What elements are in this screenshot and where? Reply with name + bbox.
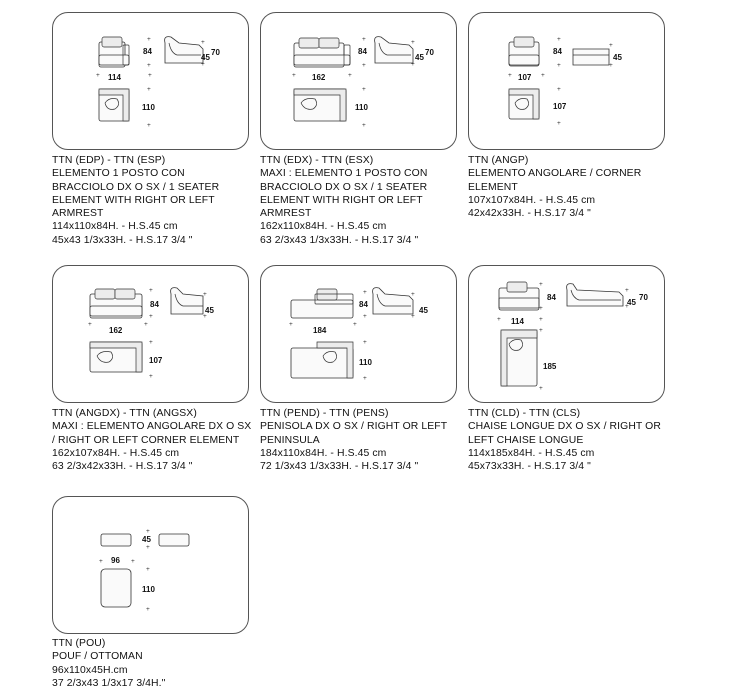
svg-text:+: + (363, 289, 367, 296)
product-desc-line: ARMREST (52, 208, 104, 220)
product-desc-line: CHAISE LONGUE DX O SX / RIGHT OR (468, 421, 661, 433)
svg-text:+: + (411, 61, 415, 68)
svg-text:+: + (88, 321, 92, 328)
product-desc-line: MAXI : ELEMENTO 1 POSTO CON (260, 168, 428, 180)
svg-text:+: + (411, 313, 415, 320)
dim-width: 184 (313, 326, 327, 335)
product-drawing (469, 266, 666, 404)
product-drawing (53, 13, 250, 151)
product-desc-line: PENISOLA DX O SX / RIGHT OR LEFT (260, 421, 448, 433)
svg-text:+: + (625, 287, 629, 294)
product-code: TTN (EDX) - TTN (ESX) (260, 155, 374, 166)
dim-arm: 70 (425, 48, 434, 57)
dim-seat: 45 (201, 53, 210, 62)
svg-text:+: + (508, 72, 512, 79)
product-size-cm: 184x110x84H. - H.S.45 cm (260, 447, 387, 459)
product-desc-line: ARMREST (260, 208, 312, 220)
product-caption-angdx (52, 407, 267, 473)
svg-text:+: + (539, 316, 543, 323)
dim-height: 84 (553, 47, 562, 56)
svg-text:+: + (557, 120, 561, 127)
product-code: TTN (CLD) - TTN (CLS) (468, 408, 581, 419)
product-caption-pou (52, 637, 267, 690)
product-caption-edp (52, 154, 267, 247)
product-desc-line: BRACCIOLO DX O SX / 1 SEATER (260, 181, 428, 193)
product-size-in: 45x43 1/3x33H. - H.S.17 3/4 " (52, 234, 193, 246)
product-desc-line: MAXI : ELEMENTO ANGOLARE DX O SX (52, 421, 252, 433)
svg-text:+: + (362, 36, 366, 43)
product-size-in: 72 1/3x43 1/3x33H. - H.S.17 3/4 " (260, 461, 419, 473)
product-desc-line: BRACCIOLO DX O SX / 1 SEATER (52, 181, 220, 193)
product-size-cm: 114x110x84H. - H.S.45 cm (52, 221, 178, 233)
svg-text:+: + (146, 606, 150, 613)
product-desc-line: ELEMENTO ANGOLARE / CORNER (468, 168, 642, 180)
product-desc-line: ELEMENT WITH RIGHT OR LEFT (260, 194, 423, 206)
svg-text:+: + (363, 375, 367, 382)
dim-seat: 45 (627, 298, 636, 307)
product-desc-line: LEFT CHAISE LONGUE (468, 434, 584, 446)
dim-height: 84 (143, 47, 152, 56)
product-code: TTN (ANGP) (468, 155, 529, 166)
product-code: TTN (EDP) - TTN (ESP) (52, 155, 166, 166)
svg-text:+: + (557, 36, 561, 43)
dim-depth: 107 (149, 356, 163, 365)
svg-text:+: + (363, 339, 367, 346)
dim-seat: 45 (419, 306, 428, 315)
product-card-angdx (52, 265, 249, 403)
dim-seat: 45 (205, 306, 214, 315)
svg-text:+: + (201, 39, 205, 46)
svg-text:+: + (146, 528, 150, 535)
svg-text:+: + (362, 86, 366, 93)
svg-text:+: + (539, 385, 543, 392)
product-drawing (469, 13, 666, 151)
svg-text:+: + (497, 316, 501, 323)
svg-text:+: + (201, 61, 205, 68)
product-drawing (261, 266, 458, 404)
product-size-in: 37 2/3x43 1/3x17 3/4H." (52, 677, 166, 689)
product-caption-edx (260, 154, 475, 247)
svg-text:+: + (99, 558, 103, 565)
product-size-in: 63 2/3x43 1/3x33H. - H.S.17 3/4 " (260, 234, 419, 246)
svg-text:+: + (148, 72, 152, 79)
product-drawing (261, 13, 458, 151)
svg-text:+: + (539, 305, 543, 312)
dim-width: 162 (109, 326, 123, 335)
svg-text:+: + (541, 72, 545, 79)
svg-text:+: + (147, 86, 151, 93)
product-card-pend (260, 265, 457, 403)
svg-text:+: + (96, 72, 100, 79)
svg-text:+: + (609, 42, 613, 49)
product-card-cld (468, 265, 665, 403)
dim-width: 107 (518, 73, 532, 82)
svg-text:+: + (203, 291, 207, 298)
svg-text:+: + (146, 544, 150, 551)
product-desc-line: ELEMENT WITH RIGHT OR LEFT (52, 194, 215, 206)
product-size-cm: 114x185x84H. - H.S.45 cm (468, 447, 595, 459)
svg-text:+: + (609, 62, 613, 69)
product-card-edp (52, 12, 249, 150)
product-drawing (53, 497, 250, 635)
dim-depth: 110 (359, 358, 372, 367)
svg-text:+: + (149, 339, 153, 346)
dim-width: 162 (312, 73, 326, 82)
product-card-pou (52, 496, 249, 634)
svg-text:+: + (149, 287, 153, 294)
svg-text:+: + (289, 321, 293, 328)
dim-depth: 110 (142, 103, 155, 112)
svg-text:+: + (363, 313, 367, 320)
product-size-cm: 107x107x84H. - H.S.45 cm (468, 194, 596, 206)
dim-arm: 70 (639, 293, 648, 302)
svg-text:+: + (147, 62, 151, 69)
product-size-in: 45x73x33H. - H.S.17 3/4 " (468, 461, 591, 473)
product-code: TTN (POU) (52, 638, 106, 649)
dim-seat: 45 (613, 53, 622, 62)
svg-text:+: + (557, 86, 561, 93)
svg-text:+: + (411, 39, 415, 46)
dim-depth: 185 (543, 362, 557, 371)
product-desc-line: PENINSULA (260, 434, 320, 446)
product-desc-line: ELEMENT (468, 181, 518, 193)
product-code: TTN (PEND) - TTN (PENS) (260, 408, 389, 419)
dim-height: 84 (150, 300, 159, 309)
svg-text:+: + (353, 321, 357, 328)
dim-width: 114 (108, 73, 121, 82)
dim-depth: 110 (355, 103, 368, 112)
product-code: TTN (ANGDX) - TTN (ANGSX) (52, 408, 197, 419)
product-desc-line: ELEMENTO 1 POSTO CON (52, 168, 185, 180)
dim-seat: 45 (415, 53, 424, 62)
product-drawing (53, 266, 250, 404)
svg-text:+: + (146, 566, 150, 573)
dim-height: 84 (359, 300, 368, 309)
dim-width: 114 (511, 317, 524, 326)
svg-text:+: + (131, 558, 135, 565)
svg-text:+: + (149, 373, 153, 380)
svg-text:+: + (362, 122, 366, 129)
svg-text:+: + (557, 62, 561, 69)
svg-text:+: + (147, 36, 151, 43)
svg-text:+: + (147, 122, 151, 129)
product-caption-cld (468, 407, 683, 473)
svg-text:+: + (539, 281, 543, 288)
svg-text:+: + (149, 313, 153, 320)
dim-depth: 107 (553, 102, 567, 111)
svg-text:+: + (203, 313, 207, 320)
product-caption-angp (468, 154, 683, 220)
product-card-angp (468, 12, 665, 150)
svg-text:+: + (411, 291, 415, 298)
dim-height: 45 (142, 535, 151, 544)
svg-text:+: + (144, 321, 148, 328)
svg-text:+: + (625, 303, 629, 310)
svg-text:+: + (292, 72, 296, 79)
product-size-cm: 162x107x84H. - H.S.45 cm (52, 447, 180, 459)
dim-depth: 110 (142, 585, 155, 594)
dim-height: 84 (547, 293, 556, 302)
svg-text:+: + (539, 327, 543, 334)
product-size-cm: 162x110x84H. - H.S.45 cm (260, 221, 387, 233)
product-size-cm: 96x110x45H.cm (52, 664, 128, 676)
dim-arm: 70 (211, 48, 220, 57)
product-size-in: 42x42x33H. - H.S.17 3/4 " (468, 208, 591, 220)
dim-height: 84 (358, 47, 367, 56)
product-card-edx (260, 12, 457, 150)
product-caption-pend (260, 407, 475, 473)
product-desc-line: POUF / OTTOMAN (52, 651, 143, 663)
svg-text:+: + (348, 72, 352, 79)
product-desc-line: / RIGHT OR LEFT CORNER ELEMENT (52, 434, 240, 446)
product-size-in: 63 2/3x42x33H. - H.S.17 3/4 " (52, 461, 193, 473)
dim-width: 96 (111, 556, 120, 565)
svg-text:+: + (362, 62, 366, 69)
